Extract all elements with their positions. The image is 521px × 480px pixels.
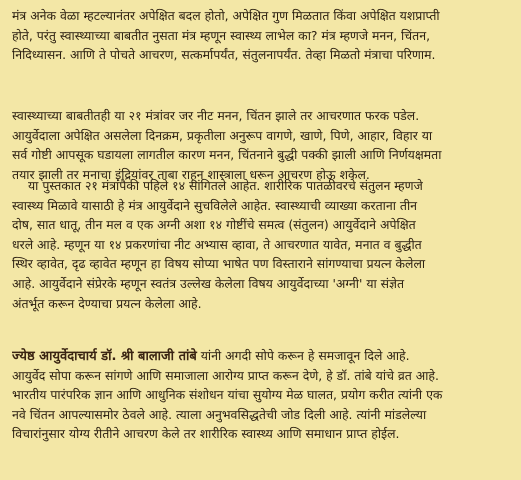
text-line: दोष, सात धातू, तीन मल व एक अग्नी अशा १४ गोष्टींचे समत्व (संतुलन) आयुर्वेदाने अपेक्षित (12, 217, 416, 233)
paragraph-author (12, 346, 512, 444)
text-line-author (12, 346, 512, 366)
text-line: या पुस्तकात २१ मंत्रांपैकी पहिले १४ सांगितले आहेत. शारीरिक पातळीवरचे संतुलन म्हणजे (28, 178, 423, 193)
text-line: तयार झाली तर मनाचा इंद्रियांवर ताबा राहून शास्त्राला धरून आचरण होऊ शकेल. (12, 166, 370, 182)
paragraph-book-content (12, 176, 512, 313)
text-line: स्वास्थ्य मिळावे यासाठी हे मंत्र आयुर्वेदाने सुचविलेले आहेत. स्वास्थ्याची व्याख्या करताना तीन (12, 197, 418, 213)
text-line: स्थिर व्हावेत, दृढ व्हावेत म्हणून हा विषय सोप्या भाषेत पण विस्ताराने सांगण्याचा प्रयत्न केलेला (12, 256, 426, 272)
text-line: होते, परंतु स्वास्थ्याच्या बाबतीत नुसता मंत्र म्हणून स्वास्थ्य लाभेल का? मंत्र म्हणजे मनन, चिंतन, (12, 27, 431, 43)
author-name: ज्येष्ठ आयुर्वेदाचार्य डॉ. श्री बालाजी तांबे (12, 349, 197, 364)
text-line: आयुर्वेद सोपा करून सांगणे आणि समाजाला आरोग्य प्राप्त करून देणे, हे डॉ. तांबे यांचे व्रत आहे. (12, 367, 439, 383)
text-line: नवे चिंतन आपल्यासमोर ठेवले आहे. त्याला अनुभवसिद्धतेची जोड दिली आहे. त्यांनी मांडलेल्या (12, 406, 427, 422)
author-line-rest: यांनी अगदी सोपे करून हे समजावून दिले आहे. (196, 348, 410, 363)
text-line: आहे. आयुर्वेदाने संप्रेरके म्हणून स्वतंत्र उल्लेख केलेला विषय आयुर्वेदाच्या 'अग्नी' या संज्ञेत (12, 275, 405, 291)
text-line: भारतीय पारंपरिक ज्ञान आणि आधुनिक संशोधन यांचा सुयोग्य मेळ घालत, प्रयोग करीत त्यांनी एक (12, 387, 443, 403)
text-line: सर्व गोष्टी आपसूक घडायला लागतील कारण मनन, चिंतनाने बुद्धी पक्की झाली आणि निर्णयक्षमता (12, 147, 442, 163)
paragraph-mantra-meaning (12, 6, 512, 65)
text-line: निदिध्यासन. आणि ते पोचते आचरण, सत्कर्मापर्यंत, संतुलनापर्यंत. तेव्हा मिळतो मंत्राचा परिणाम. (12, 47, 436, 63)
text-line: आयुर्वेदाला अपेक्षित असलेला दिनक्रम, प्रकृतीला अनुरूप वागणे, खाणे, पिणे, आहार, विहार या (12, 127, 433, 143)
text-line: मंत्र अनेक वेळा म्हटल्यानंतर अपेक्षित बदल होतो, अपेक्षित गुण मिळतात किंवा अपेक्षित यशप्राप्ती (12, 8, 440, 23)
text-line: धरले आहे. म्हणून या १४ प्रकरणांचा नीट अभ्यास व्हावा, ते आचरणात यावेत, मनात व बुद्धीत (12, 236, 422, 252)
text-line: विचारांनुसार योग्य रीतीने आचरण केले तर शारीरिक स्वास्थ्य आणि समाधान प्राप्त होईल. (12, 426, 400, 442)
text-line: स्वास्थ्याच्या बाबतीतही या २१ मंत्रांवर जर नीट मनन, चिंतन झाले तर आचरणात फरक पडेल. (12, 108, 420, 123)
paragraph-health-mantras (12, 106, 512, 184)
text-line: अंतर्भूत करून देण्याचा प्रयत्न केलेला आहे. (12, 295, 202, 311)
